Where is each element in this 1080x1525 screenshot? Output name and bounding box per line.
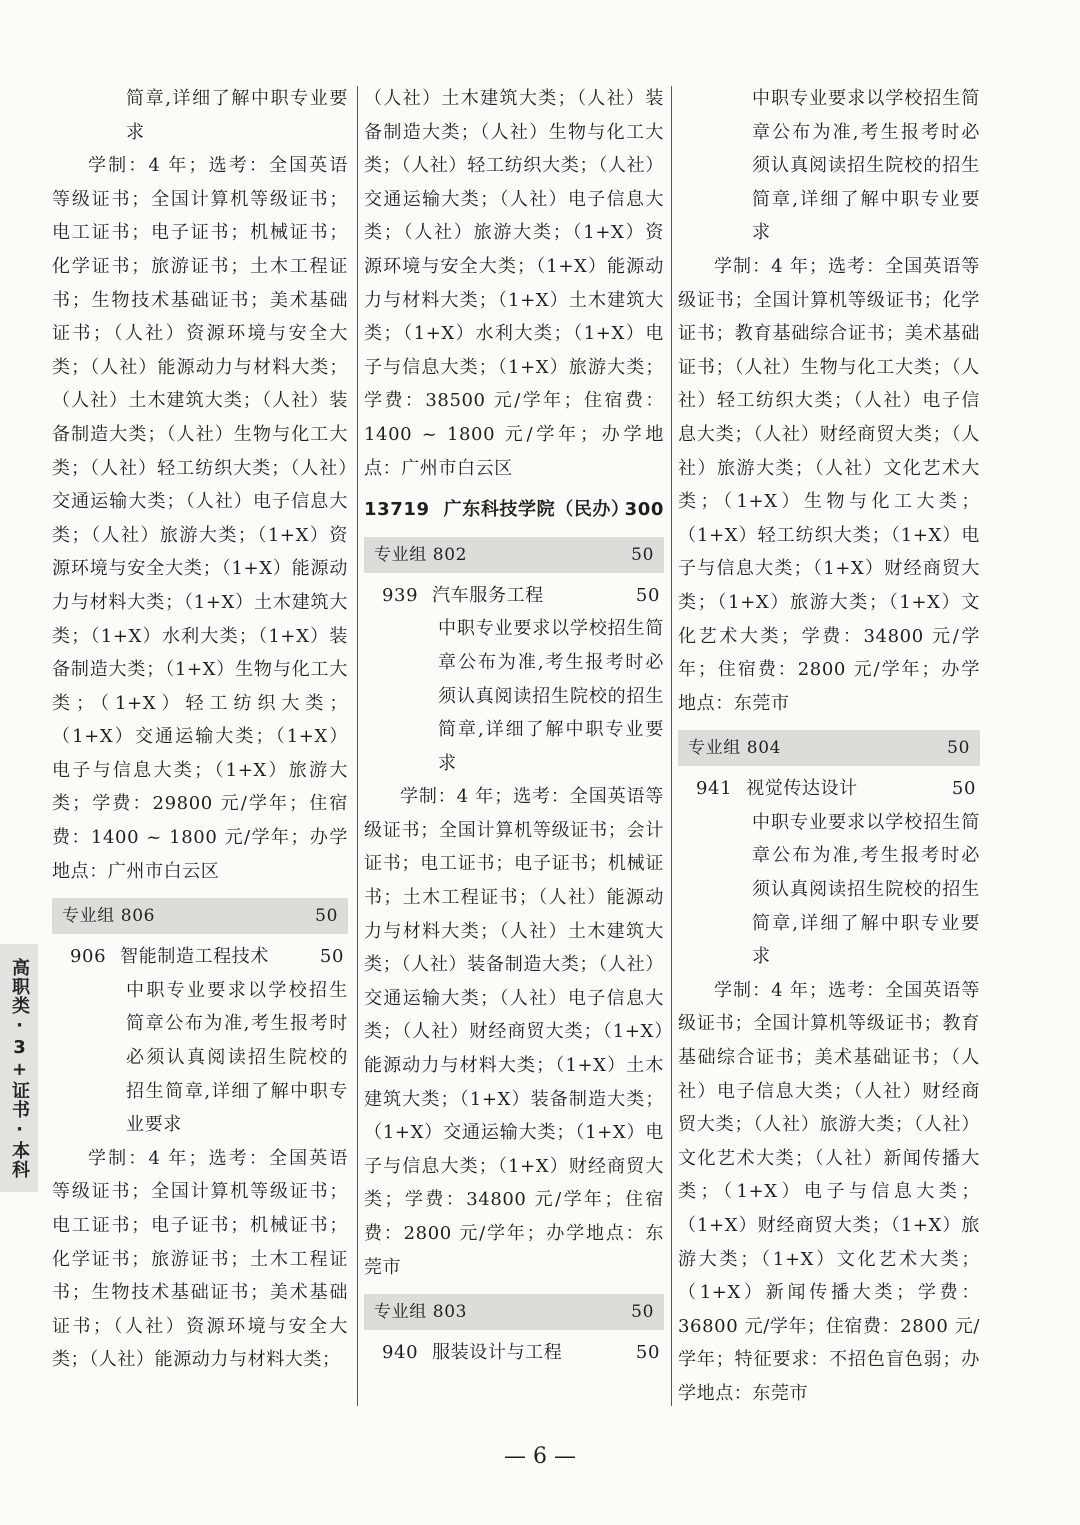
column-divider-2 [671,86,672,1406]
group-header-804 [678,730,980,766]
school-name: 广东科技学院（民办） [443,499,630,521]
group-label: 专业组 802 [374,544,468,565]
group-label: 专业组 804 [688,738,782,759]
program-details: 学制：4 年；选考：全国英语等级证书；全国计算机等级证书；会计证书；电工证书；电子证书；机械证书；土木工程证书；（人社）能源动力与材料大类；（人社）土木建筑大类；（人社）装备制造大类；（人社）交通运输大类；（人社）电子信息大类；（人社）财经商贸大类；（1+X）能源动力与材料大类；（1+X）土木建筑大类；（1+X）装备制造大类；（1+X）交通运输大类；（1+X）电子与信息大类；（1+X）财经商贸大类；学费：34800 元/学年；住宿费：2800 元/学年；办学地点：东莞市 [364,786,664,1278]
column-1 [52,82,348,1377]
major-count: 50 [319,946,344,968]
requirement-note-tail: 简章,详细了解中职专业要求 [126,88,348,143]
group-header-806 [52,898,348,934]
major-name: 视觉传达设计 [746,778,858,800]
group-header-802 [364,537,664,573]
school-code: 13719 [364,499,430,521]
program-details: 学制：4 年；选考：全国英语等级证书；全国计算机等级证书；电工证书；电子证书；机械证书；化学证书；旅游证书；土木工程证书；生物技术基础证书；美术基础证书；（人社）资源环境与安全大类；（人社）能源动力与材料大类； [52,1147,348,1371]
major-count: 50 [635,584,660,606]
school-count: 300 [624,499,664,521]
program-details: 学制：4 年；选考：全国英语等级证书；全国计算机等级证书；化学证书；教育基础综合证书；美术基础证书；（人社）生物与化工大类；（人社）轻工纺织大类；（人社）电子信息大类；（人社）财经商贸大类；（人社）旅游大类；（人社）文化艺术大类；（1+X）生物与化工大类；（1+X）轻工纺织大类；（1+X）电子与信息大类；（1+X）财经商贸大类；（1+X）旅游大类；（1+X）文化艺术大类；学费：34800 元/学年；住宿费：2800 元/学年；办学地点：东莞市 [678,255,980,714]
requirement-note: 中职专业要求以学校招生简章公布为准,考生报考时必须认真阅读招生院校的招生简章,详细了解中职专业要求 [438,618,664,774]
column-divider-1 [357,86,358,1406]
school-header [364,493,664,527]
group-count: 50 [631,1302,654,1323]
column-2 [364,82,664,1370]
group-count: 50 [315,906,338,927]
major-row-906 [52,940,348,974]
major-code: 940 [382,1342,419,1364]
major-row-939 [364,579,664,613]
group-count: 50 [631,544,654,565]
program-details: 学制：4 年；选考：全国英语等级证书；全国计算机等级证书；教育基础综合证书；美术基础证书；（人社）电子信息大类；（人社）财经商贸大类；（人社）旅游大类；（人社）文化艺术大类；（人社）新闻传播大类；（1+X）电子与信息大类；（1+X）财经商贸大类；（1+X）旅游大类；（1+X）文化艺术大类；（1+X）新闻传播大类；学费：36800 元/学年；住宿费：2800 元/学年；特征要求：不招色盲色弱；办学地点：东莞市 [678,979,980,1404]
major-name: 汽车服务工程 [432,584,544,606]
major-count: 50 [635,1342,660,1364]
major-name: 智能制造工程技术 [120,946,269,968]
major-code: 906 [70,946,107,968]
requirement-note: 中职专业要求以学校招生简章公布为准,考生报考时必须认真阅读招生院校的招生简章,详细了解中职专业要求 [126,979,348,1136]
page-number: — 6 — [504,1444,576,1469]
program-details: 学制：4 年；选考：全国英语等级证书；全国计算机等级证书；电工证书；电子证书；机械证书；化学证书；旅游证书；土木工程证书；生物技术基础证书；美术基础证书；（人社）资源环境与安全大类；（人社）能源动力与材料大类；（人社）土木建筑大类；（人社）装备制造大类；（人社）生物与化工大类；（人社）轻工纺织大类；（人社）交通运输大类；（人社）电子信息大类；（人社）旅游大类；（1+X）资源环境与安全大类；（1+X）能源动力与材料大类；（1+X）土木建筑大类；（1+X）水利大类；（1+X）装备制造大类；（1+X）生物与化工大类；（1+X）轻工纺织大类；（1+X）交通运输大类；（1+X）电子与信息大类；（1+X）旅游大类；学费：29800 元/学年；住宿费：1400 ~ 1800 元/学年；办学地点：广州市白云区 [52,155,348,882]
major-row-940 [364,1336,664,1370]
requirement-note: 中职专业要求以学校招生简章公布为准,考生报考时必须认真阅读招生院校的招生简章,详细了解中职专业要求 [752,811,980,968]
major-row-941 [678,772,980,806]
program-details: （人社）土木建筑大类；（人社）装备制造大类；（人社）生物与化工大类；（人社）轻工纺织大类；（人社）交通运输大类；（人社）电子信息大类；（人社）旅游大类；（1+X）资源环境与安全大类；（1+X）能源动力与材料大类；（1+X）土木建筑大类；（1+X）水利大类；（1+X）电子与信息大类；（1+X）旅游大类；学费：38500 元/学年；住宿费：1400 ~ 1800 元/学年；办学地点：广州市白云区 [364,88,664,479]
requirement-note-tail: 中职专业要求以学校招生简章公布为准,考生报考时必须认真阅读招生院校的招生简章,详细了解中职专业要求 [752,88,980,244]
major-code: 941 [696,778,733,800]
major-name: 服装设计与工程 [432,1342,563,1364]
major-count: 50 [951,778,976,800]
section-side-tab: 高职类·3+证书·本科 [0,944,38,1192]
column-3 [678,82,980,1411]
group-label: 专业组 803 [374,1302,468,1323]
group-label: 专业组 806 [62,906,156,927]
group-count: 50 [947,738,970,759]
group-header-803 [364,1294,664,1330]
major-code: 939 [382,584,419,606]
